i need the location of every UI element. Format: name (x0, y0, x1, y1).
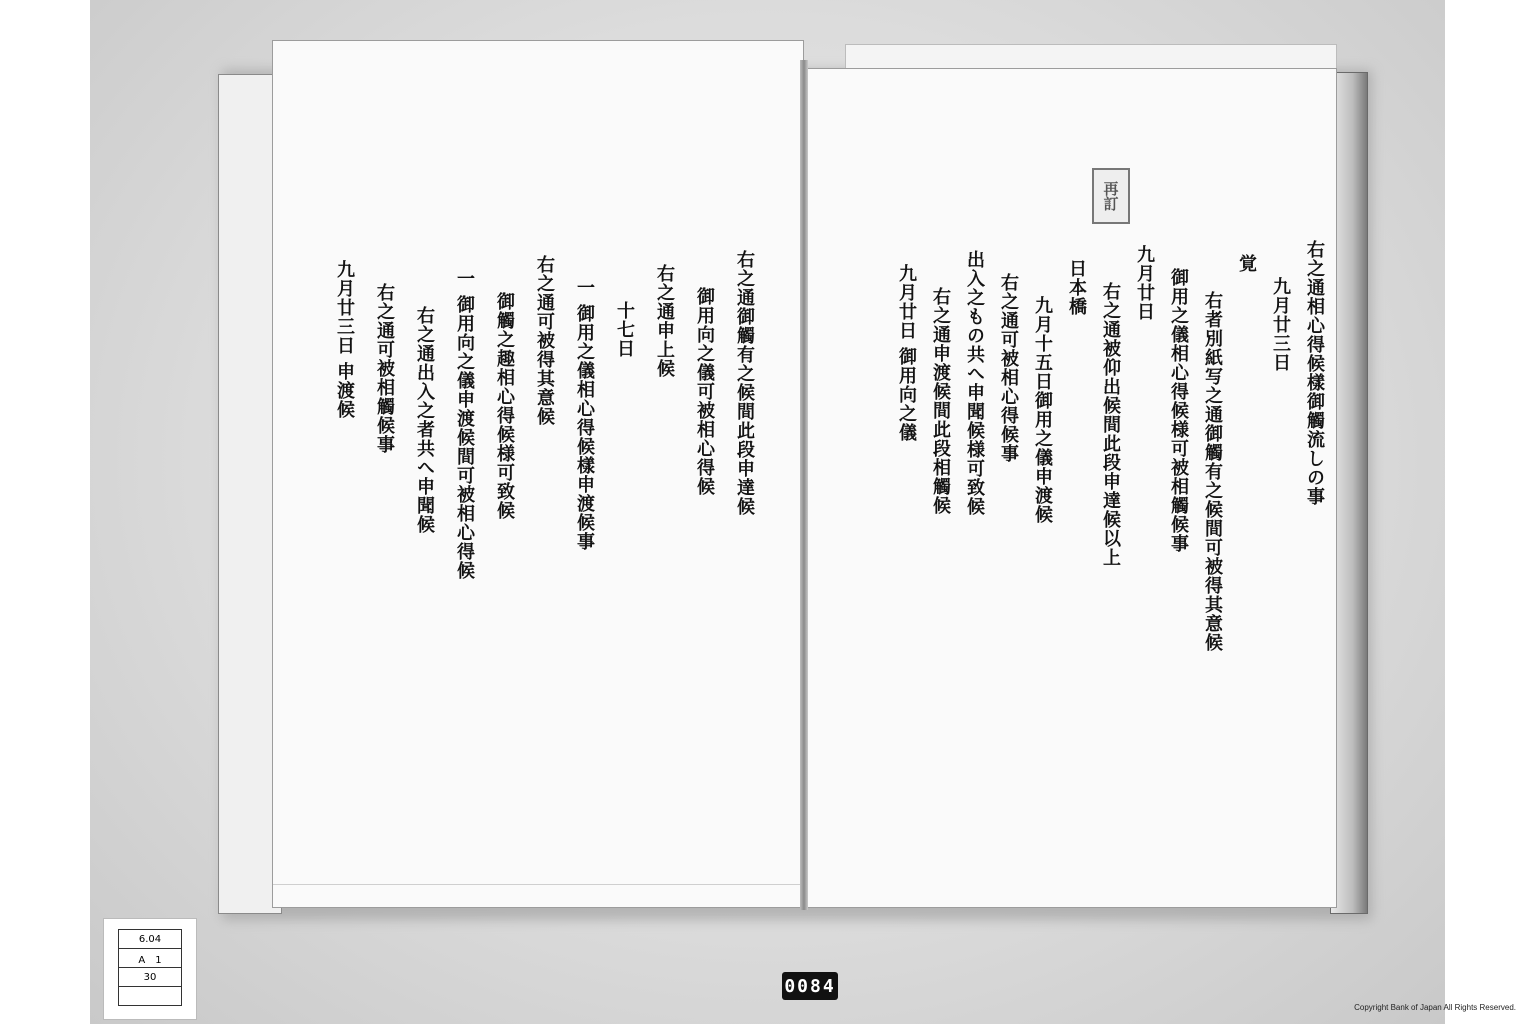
manuscript-column: 右之通被仰出候間此段申達候以上 (1100, 282, 1121, 567)
manuscript-column: 九月十五日御用之儀申渡候 (1032, 296, 1053, 524)
archive-label-card (103, 918, 197, 1020)
label-row-empty (119, 987, 182, 1006)
manuscript-column: 日本橋 (1066, 259, 1087, 316)
manuscript-column: 右之通御觸有之候間此段申達候 (734, 250, 755, 516)
manuscript-column: 九月廿日 御用向之儀 (896, 264, 917, 443)
manuscript-column: 九月廿三日 申渡候 (334, 260, 355, 420)
manuscript-column: 御觸之趣相心得候様可致候 (494, 292, 515, 520)
copyright-notice: Copyright Bank of Japan All Rights Reserved. (1354, 1003, 1516, 1012)
manuscript-column: 九月廿日 (1134, 245, 1155, 321)
frame-number-badge: 0084 (782, 972, 838, 1000)
manuscript-column: 十七日 (614, 301, 635, 358)
revision-seal-stamp (1092, 168, 1130, 224)
manuscript-column: 右之通可被相觸候事 (374, 283, 395, 454)
manuscript-column: 右之通相心得候樣御觸流しの事 (1304, 240, 1325, 506)
manuscript-column: 右之通申上候 (654, 264, 675, 378)
label-row-series: A 1 (119, 949, 182, 968)
manuscript-column: 右之通可被得其意候 (534, 255, 555, 426)
manuscript-column: 一 御用之儀相心得候樣申渡候事 (574, 278, 595, 552)
page-edge-strip (845, 44, 1337, 70)
manuscript-column: 出入之もの共へ申聞候様可致候 (964, 250, 985, 516)
manuscript-column: 右之通申渡候間此段相觸候 (930, 287, 951, 515)
label-row-class: 6.04 (119, 930, 182, 949)
seal-text: 再訂 (1101, 181, 1120, 211)
archive-label-table (118, 929, 182, 1006)
manuscript-column: 右者別紙写之通御觸有之候間可被得其意候 (1202, 291, 1223, 652)
book-gutter (800, 60, 808, 910)
manuscript-column: 一 御用向之儀申渡候間可被相心得候 (454, 269, 475, 581)
manuscript-column: 右之通可被相心得候事 (998, 273, 1019, 463)
manuscript-column: 九月廿三日 (1270, 277, 1291, 372)
left-page-text (295, 250, 765, 830)
label-row-volume: 30 (119, 968, 182, 987)
manuscript-column: 覚 (1236, 254, 1257, 273)
left-page-bottom-edge (273, 884, 803, 907)
manuscript-column: 御用之儀相心得候様可被相觸候事 (1168, 268, 1189, 553)
manuscript-column: 御用向之儀可被相心得候 (694, 287, 715, 496)
manuscript-column: 右之通出入之者共へ申聞候 (414, 306, 435, 534)
right-page-text (855, 240, 1325, 840)
